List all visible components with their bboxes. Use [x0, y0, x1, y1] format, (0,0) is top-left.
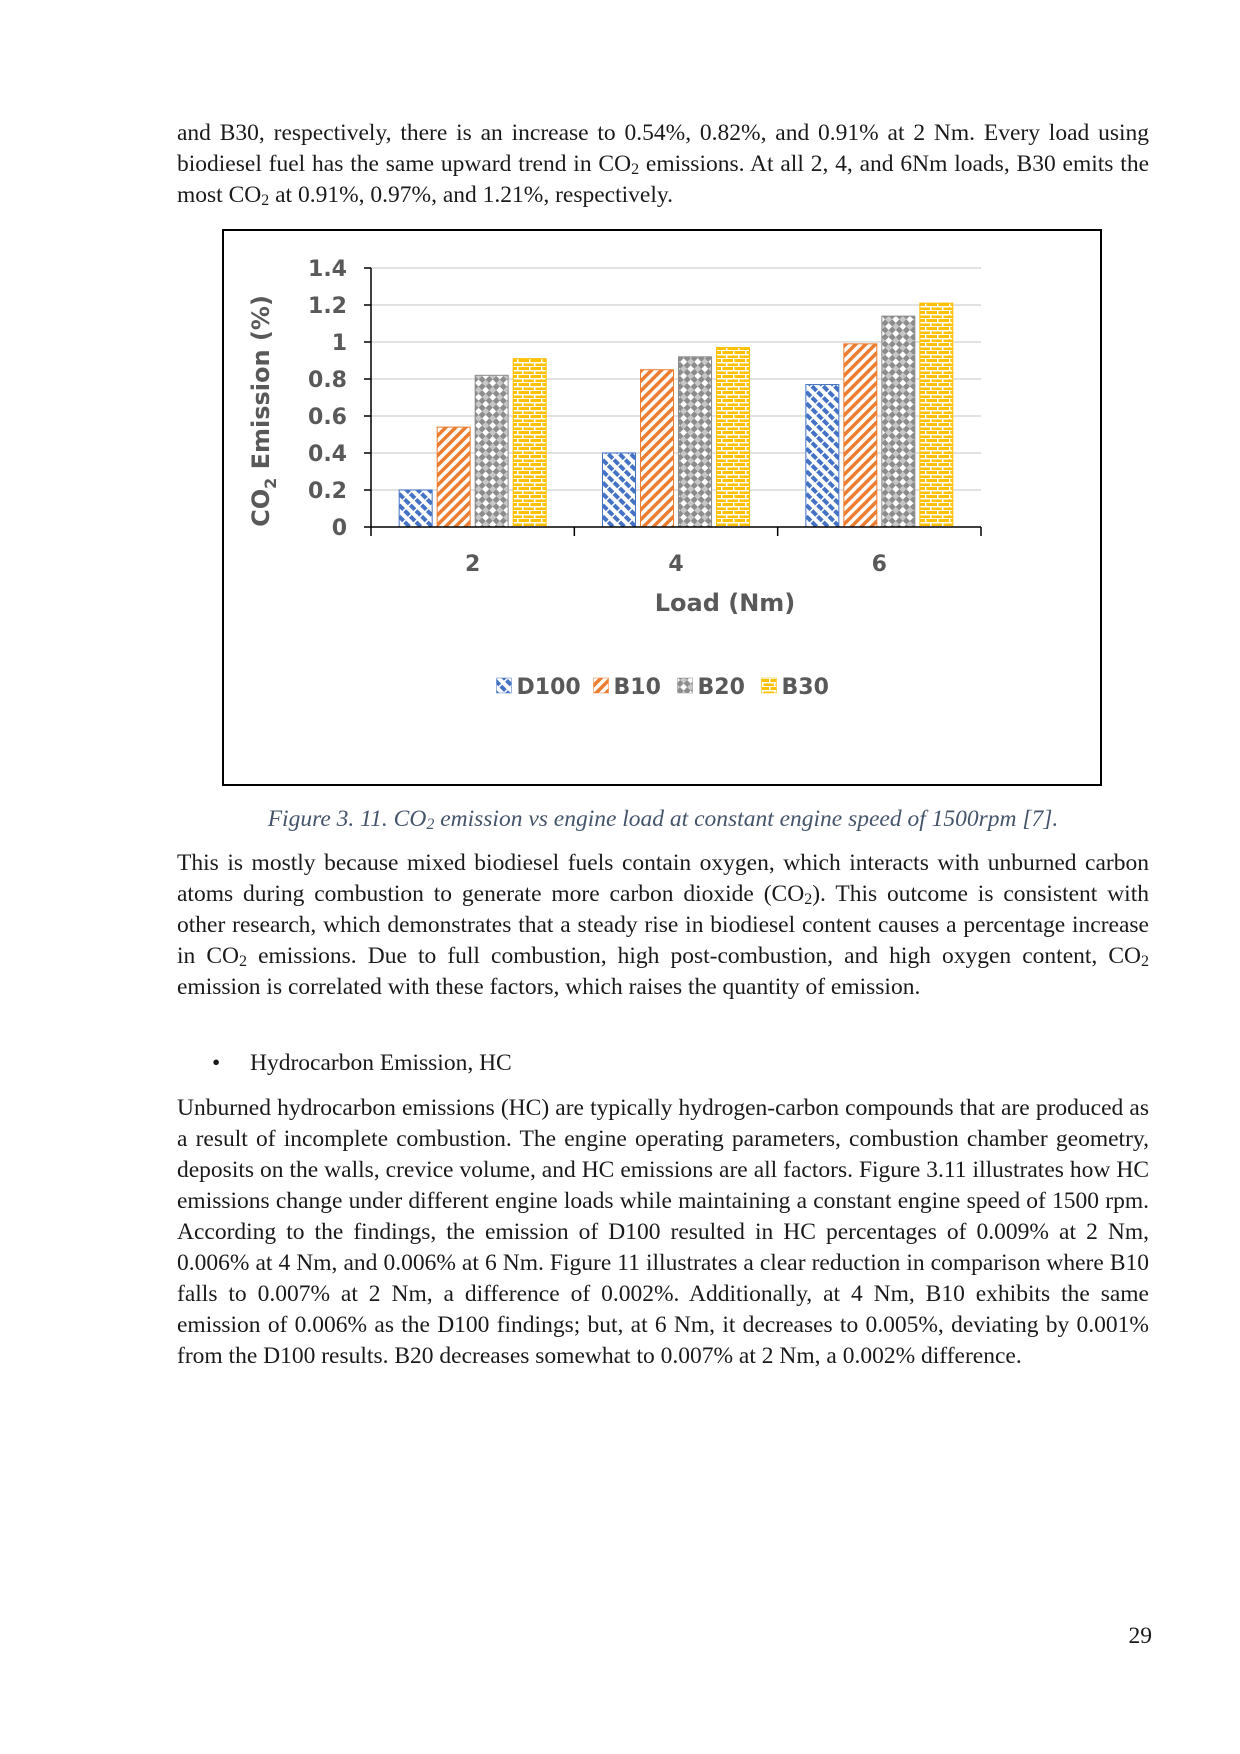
bar-b20-6: [882, 316, 915, 527]
figure-caption: Figure 3. 11. $CO_2$ emission vs engine load at constant engine speed of 1500rpm [7].: [267, 806, 1059, 833]
legend: [497, 675, 829, 700]
paragraph-hydrocarbon: Unburned hydrocarbon emissions (HC) are typically hydrogen-carbon compounds that are produced as a result of incomplete combustion. The engine operating parameters, combustion chamber geometry, deposits on the walls, crevice volume, and HC emissions are all factors. Figure 3.11 illustrates how HC emissions change under different engine loads while maintaining a constant engine speed of 1500 rpm. According to the findings, the emission of D100 resulted in HC percentages of 0.009% at 2 Nm, 0.006% at 4 Nm, and 0.006% at 6 Nm. Figure 11 illustrates a clear reduction in comparison where B10 falls to 0.007% at 2 Nm, a difference of 0.002%. Additionally, at 4 Nm, B10 exhibits the same emission of 0.006% as the D100 findings; but, at 6 Nm, it decreases to 0.005%, deviating by 0.001% from the D100 results. B20 decreases somewhat to 0.007% at 2 Nm, a 0.002% difference.: [177, 1095, 1149, 1369]
y-tick-label: 1.4: [308, 257, 347, 282]
legend-swatch-b20: [678, 678, 693, 693]
bar-b30-6: [920, 303, 953, 527]
bar-b20-4: [679, 357, 712, 527]
bar-chart: [224, 231, 1099, 783]
bar-d100-2: [399, 490, 432, 527]
y-tick-label: 0.8: [308, 368, 347, 393]
y-tick-label: 1: [331, 331, 347, 356]
paragraph-explanation: This is mostly because mixed biodiesel fuels contain oxygen, which interacts with unburned carbon atoms during combustion to generate more carbon dioxide $(CO_2)$. This outcome is consistent with other research, which demonstrates that a steady rise in biodiesel content causes a percentage increase in $CO_2$ emissions. Due to full combustion, high post-combustion, and high oxygen content, $CO_2$ emission is correlated with these factors, which raises the quantity of emission.: [177, 850, 1150, 1000]
bar-b10-2: [437, 427, 470, 527]
x-tick-label: 2: [465, 552, 481, 577]
bar-b30-2: [513, 359, 546, 527]
y-tick-label: 0.4: [308, 442, 347, 467]
legend-swatch-d100: [497, 678, 512, 693]
x-tick-labels: [465, 552, 887, 577]
legend-label-d100: D100: [516, 675, 581, 700]
bar-b20-2: [475, 375, 508, 527]
legend-label-b20: B20: [697, 675, 745, 700]
y-tick-label: 0.2: [308, 479, 347, 504]
y-tick-label: 1.2: [308, 294, 347, 319]
y-tick-label: 0: [331, 516, 347, 541]
bullet-hydrocarbon-heading: • Hydrocarbon Emission, HC: [212, 1048, 512, 1079]
bar-d100-6: [806, 385, 839, 527]
figure-co2-emission-chart: [222, 229, 1102, 786]
legend-swatch-b10: [594, 678, 609, 693]
paragraph-co2-results: and B30, respectively, there is an increase to 0.54%, 0.82%, and 0.91% at 2 Nm. Every load using biodiesel fuel has the same upward trend in $CO_2$ emissions. At all 2, 4, and 6Nm loads, B30 emits the most $CO_2$ at 0.91%, 0.97%, and 1.21%, respectively.: [177, 120, 1149, 209]
bar-b10-4: [641, 370, 674, 527]
x-axis-label: Load (Nm): [654, 589, 796, 617]
bar-b10-6: [844, 344, 877, 527]
bars: [399, 303, 953, 527]
legend-swatch-b30: [762, 678, 777, 693]
bar-b30-4: [717, 348, 750, 527]
legend-label-b10: B10: [613, 675, 661, 700]
y-axis-label: $CO_2$ Emission (%): [247, 295, 280, 527]
y-tick-labels: [308, 257, 347, 541]
legend-label-b30: B30: [781, 675, 829, 700]
x-tick-label: 6: [871, 552, 887, 577]
bar-d100-4: [603, 453, 636, 527]
bullet-icon: •: [212, 1050, 221, 1076]
page-number: 29: [1128, 1623, 1152, 1649]
y-tick-label: 0.6: [308, 405, 347, 430]
x-tick-label: 4: [668, 552, 684, 577]
